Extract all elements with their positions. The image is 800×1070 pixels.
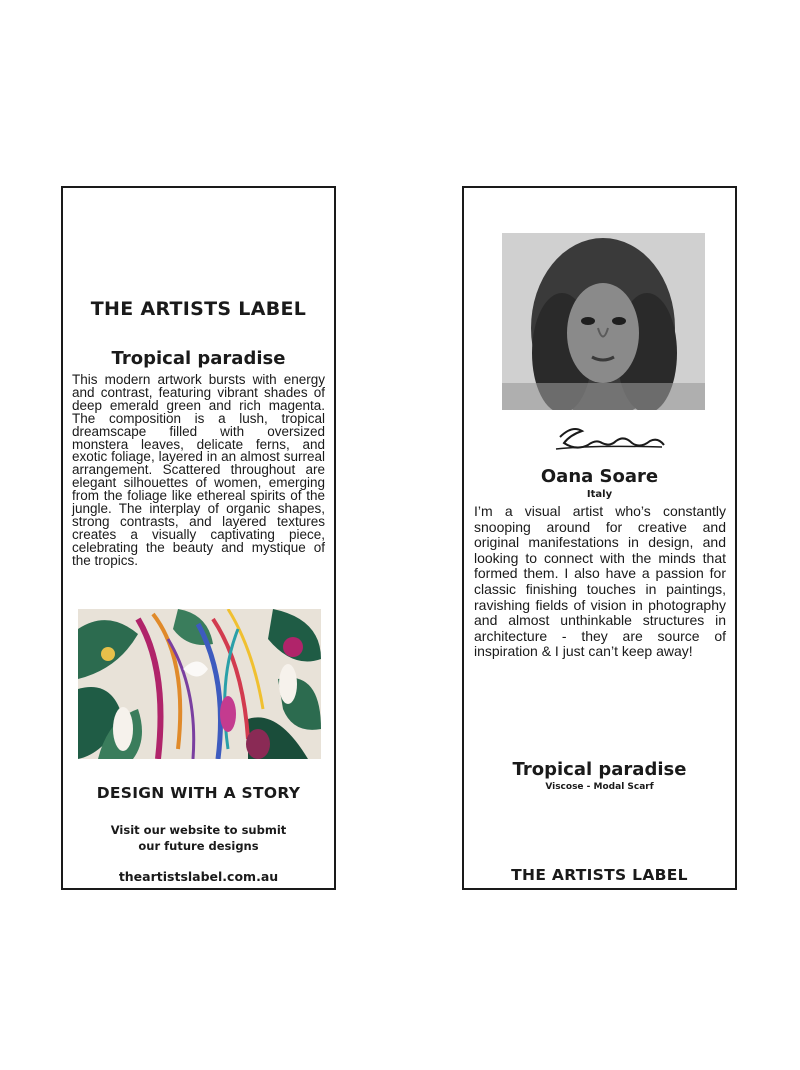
website-call-to-action bbox=[63, 822, 334, 854]
artwork-title: Tropical paradise bbox=[111, 348, 286, 369]
portrait-image bbox=[502, 233, 705, 410]
website-link[interactable]: theartistslabel.com.au bbox=[118, 869, 279, 884]
artist-label-card bbox=[462, 186, 737, 890]
artist-bio: I’m a visual artist who’s constantly snooping around for creative and original manifestations in design, and looking to connect with the minds that formed them. I also have a passion for classic finishing touches in paintings, ravishing fields of vision in photography and almost unthinkable structures in architecture - they are source of inspiration & I just can’t keep away! bbox=[474, 503, 726, 660]
artist-name: Oana Soare bbox=[540, 466, 659, 487]
artwork-title: Tropical paradise bbox=[512, 759, 687, 780]
signature-image bbox=[552, 421, 670, 457]
cta-line-1: Visit our website to submit bbox=[110, 823, 287, 837]
artwork-description: This modern artwork bursts with energy and contrast, featuring vibrant shades of deep emerald green and rich magenta. The composition is a lush, tropical dreamscape filled with oversized monstera leaves, delicate ferns, and exotic foliage, layered in an almost surreal arrangement. Scattered throughout are elegant silhouettes of women, emerging from the foliage like ethereal spirits of the jungle. The interplay of organic shapes, strong contrasts, and layered textures creates a visually captivating piece, celebrating the beauty and mystique of the tropics. bbox=[72, 372, 325, 568]
tropical-artwork bbox=[78, 609, 321, 759]
tagline: DESIGN WITH A STORY bbox=[96, 784, 301, 802]
artist-country: Italy bbox=[586, 489, 613, 500]
brand-title: THE ARTISTS LABEL bbox=[511, 866, 688, 884]
product-type: Viscose - Modal Scarf bbox=[545, 782, 654, 792]
brand-title: THE ARTISTS LABEL bbox=[90, 298, 307, 320]
artwork-label-card bbox=[61, 186, 336, 890]
artist-portrait bbox=[502, 233, 705, 410]
cta-line-2: our future designs bbox=[138, 839, 259, 853]
artwork-image bbox=[78, 609, 321, 759]
